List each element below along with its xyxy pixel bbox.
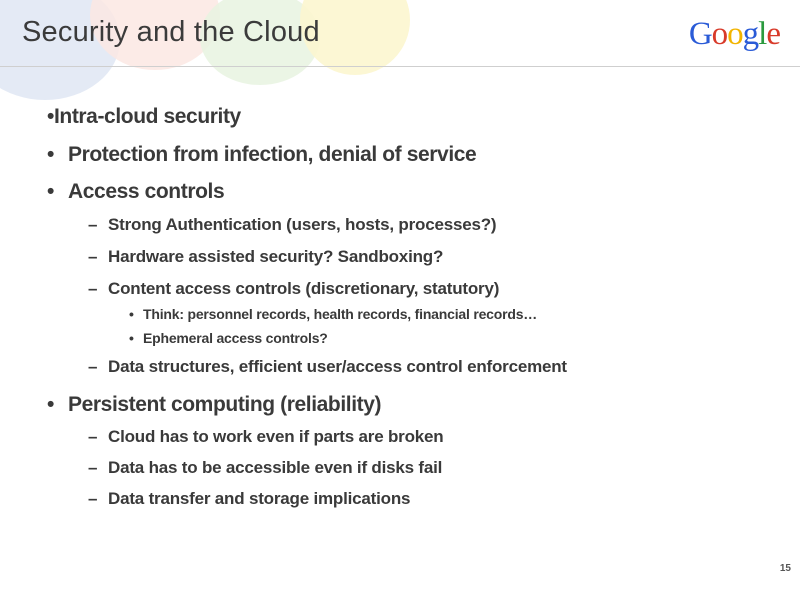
- subbullet-content-access-controls: Content access controls (discretionary, statutory): [108, 279, 500, 298]
- subbullet-strong-authentication: Strong Authentication (users, hosts, processes?): [108, 215, 497, 234]
- subsubbullet-think-records: Think: personnel records, health records, financial records…: [143, 306, 538, 322]
- bullet-protection: Protection from infection, denial of service: [68, 143, 477, 166]
- slide-title: Security and the Cloud: [22, 16, 320, 48]
- title-divider: [0, 66, 800, 67]
- bullet-marker: •: [47, 180, 54, 203]
- page-number: 15: [779, 563, 791, 574]
- dash-marker: –: [88, 458, 98, 477]
- subbullet-data-accessible: Data has to be accessible even if disks fail: [108, 458, 443, 477]
- bullet-marker: •: [129, 330, 134, 346]
- subbullet-data-transfer: Data transfer and storage implications: [108, 489, 411, 508]
- dash-marker: –: [88, 357, 98, 376]
- subbullet-data-structures: Data structures, efficient user/access control enforcement: [108, 357, 567, 376]
- dash-marker: –: [88, 427, 98, 446]
- dash-marker: –: [88, 247, 98, 266]
- bullet-persistent-computing: Persistent computing (reliability): [68, 393, 382, 416]
- bullet-marker: •: [47, 393, 54, 416]
- bullet-marker: •: [47, 143, 54, 166]
- dash-marker: –: [88, 489, 98, 508]
- bullet-marker: •: [129, 306, 134, 322]
- subbullet-cloud-works: Cloud has to work even if parts are broken: [108, 427, 444, 446]
- dash-marker: –: [88, 279, 98, 298]
- subsubbullet-ephemeral-access: Ephemeral access controls?: [143, 330, 328, 346]
- bullet-intra-cloud-security: •Intra-cloud security: [47, 105, 241, 128]
- subbullet-hardware-assisted: Hardware assisted security? Sandboxing?: [108, 247, 444, 266]
- bullet-access-controls: Access controls: [68, 180, 225, 203]
- google-logo: Google: [688, 16, 780, 52]
- dash-marker: –: [88, 215, 98, 234]
